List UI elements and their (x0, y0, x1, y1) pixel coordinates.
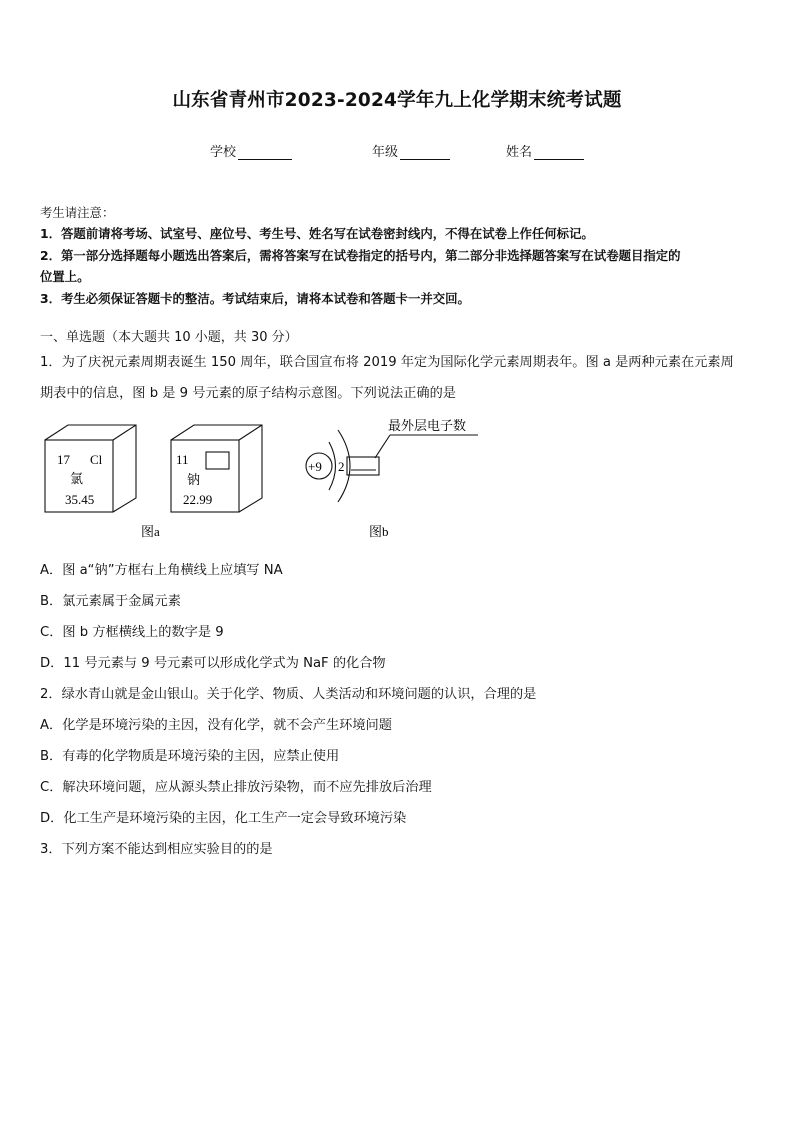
inner-shell-electrons: 2 (338, 459, 345, 474)
nucleus-charge: +9 (308, 459, 322, 474)
question-1-line-1: 1．为了庆祝元素周期表诞生 150 周年，联合国宣布将 2019 年定为国际化学元素周期表年。图 a 是两种元素在元素周 (40, 355, 734, 370)
school-label: 学校 (210, 145, 237, 160)
option-d[interactable]: D．化工生产是环境污染的主因，化工生产一定会导致环境污染 (40, 811, 407, 826)
cube2-mass: 22.99 (183, 492, 213, 507)
atom-diagram (306, 430, 478, 502)
name-label: 姓名 (506, 145, 533, 160)
notes-heading: 考生请注意： (40, 205, 115, 220)
note-item: 3．考生必须保证答题卡的整洁。考试结束后，请将本试卷和答题卡一并交回。 (40, 290, 470, 306)
question-1-stem (40, 347, 764, 409)
note-item: 1．答题前请将考场、试室号、座位号、考生号、姓名写在试卷密封线内，不得在试卷上作任何标记。 (40, 226, 594, 242)
option-c[interactable]: C．图 b 方框横线上的数字是 9 (40, 625, 224, 640)
caption-b: 图b (369, 524, 389, 539)
cube2-name: 钠 (187, 472, 201, 487)
option-d[interactable]: D．11 号元素与 9 号元素可以形成化学式为 NaF 的化合物 (40, 656, 386, 671)
grade-field[interactable] (372, 141, 450, 160)
page-title: 山东省青州市2023-2024学年九上化学期末统考试题 (172, 90, 622, 111)
school-blank[interactable] (238, 146, 292, 160)
question-2-stem: 2．绿水青山就是金山银山。关于化学、物质、人类活动和环境问题的认识，合理的是 (40, 687, 537, 702)
note-item: 位置上。 (40, 269, 90, 285)
exam-notes (40, 202, 762, 309)
cube1-symbol: Cl (90, 452, 103, 467)
cube2-number: 11 (176, 452, 189, 467)
grade-label: 年级 (372, 145, 399, 160)
name-field[interactable] (506, 141, 584, 160)
question-2 (40, 679, 764, 834)
cube1-mass: 35.45 (65, 492, 95, 507)
section-title: 一、单选题（本大题共 10 小题，共 30 分） (40, 330, 298, 345)
cube1-name: 氯 (70, 471, 84, 486)
option-c[interactable]: C．解决环境问题，应从源头禁止排放污染物，而不应先排放后治理 (40, 780, 432, 795)
grade-blank[interactable] (400, 146, 450, 160)
option-b[interactable]: B．氯元素属于金属元素 (40, 594, 181, 609)
cube1-number: 17 (57, 452, 70, 467)
option-b[interactable]: B．有毒的化学物质是环境污染的主因，应禁止使用 (40, 749, 340, 764)
question-3-stem: 3．下列方案不能达到相应实验目的的是 (40, 842, 273, 857)
caption-a: 图a (141, 524, 160, 539)
note-item: 2．第一部分选择题每小题选出答案后，需将答案写在试卷指定的括号内，第二部分非选择题答案写在试卷题目指定的 (40, 247, 681, 263)
question-1-options (40, 555, 764, 679)
question-1-line-2: 期表中的信息，图 b 是 9 号元素的原子结构示意图。下列说法正确的是 (40, 386, 456, 401)
school-field[interactable] (210, 141, 292, 160)
name-blank[interactable] (534, 146, 584, 160)
option-a[interactable]: A．化学是环境污染的主因，没有化学，就不会产生环境问题 (40, 718, 392, 733)
callout-label: 最外层电子数 (388, 419, 467, 434)
option-a[interactable]: A．图 a“钠”方框右上角横线上应填写 NA (40, 563, 283, 578)
question-3 (40, 834, 764, 865)
question-1-figure (40, 412, 500, 547)
